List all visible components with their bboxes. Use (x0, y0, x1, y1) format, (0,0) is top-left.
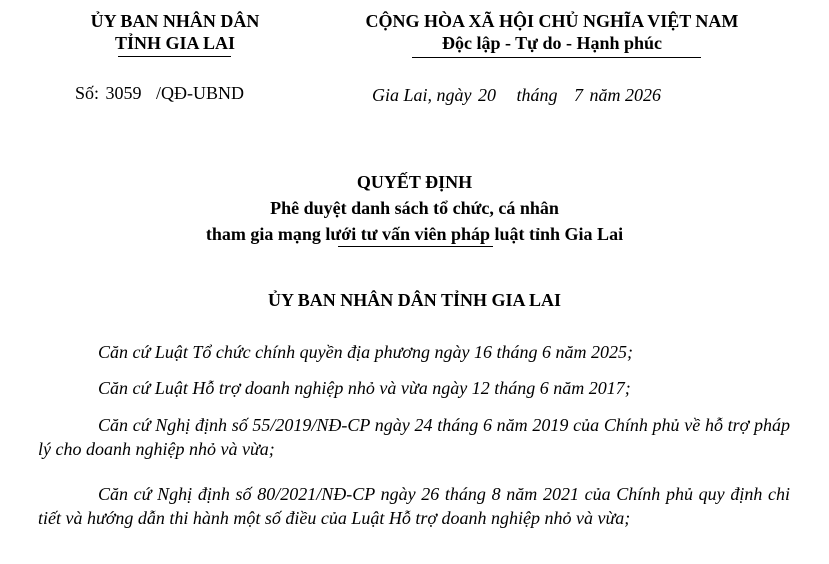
decision-subtitle-2: tham gia mạng lưới tư vấn viên pháp luật tỉnh Gia Lai (205, 224, 624, 244)
date-month: 7 (574, 85, 584, 105)
number-value: 3059 (105, 83, 142, 103)
basis-1: Căn cứ Luật Tổ chức chính quyền địa phương ngày 16 tháng 6 năm 2025; (98, 342, 634, 362)
date-place: Gia Lai, ngày (372, 85, 472, 105)
number-prefix: Số: (75, 83, 100, 103)
date-day: 20 (478, 85, 497, 105)
document-number (75, 82, 244, 104)
issuing-body: ỦY BAN NHÂN DÂN TỈNH GIA LAI (267, 290, 562, 310)
basis-4: Căn cứ Nghị định số 80/2021/NĐ-CP ngày 26 tháng 8 năm 2021 của Chính phủ quy định chi tiết và hướng dẫn thi hành một số điều của Luật Hỗ trợ doanh nghiệp nhỏ và vừa; (38, 484, 790, 528)
decision-subtitle-1: Phê duyệt danh sách tổ chức, cá nhân (270, 198, 559, 218)
subtitle-underline (338, 246, 493, 247)
date-year: 2026 (625, 85, 662, 105)
decision-title: QUYẾT ĐỊNH (356, 172, 473, 192)
country-name: CỘNG HÒA XÃ HỘI CHỦ NGHĨA VIỆT NAM (365, 11, 739, 31)
basis-3: Căn cứ Nghị định số 55/2019/NĐ-CP ngày 24 tháng 6 năm 2019 của Chính phủ về hỗ trợ pháp lý cho doanh nghiệp nhỏ và vừa; (38, 415, 790, 459)
basis-2: Căn cứ Luật Hỗ trợ doanh nghiệp nhỏ và vừa ngày 12 tháng 6 năm 2017; (98, 378, 631, 398)
motto: Độc lập - Tự do - Hạnh phúc (441, 33, 663, 53)
number-suffix: /QĐ-UBND (156, 83, 245, 103)
agency-underline (118, 56, 231, 57)
motto-underline (412, 57, 701, 58)
agency-line-1: ỦY BAN NHÂN DÂN (90, 11, 260, 31)
date-month-label: tháng (516, 85, 558, 105)
agency-name (60, 10, 290, 54)
national-motto (322, 10, 782, 54)
date-year-label: năm (589, 85, 621, 105)
date-line (372, 84, 661, 106)
agency-line-2: TỈNH GIA LAI (114, 33, 236, 53)
